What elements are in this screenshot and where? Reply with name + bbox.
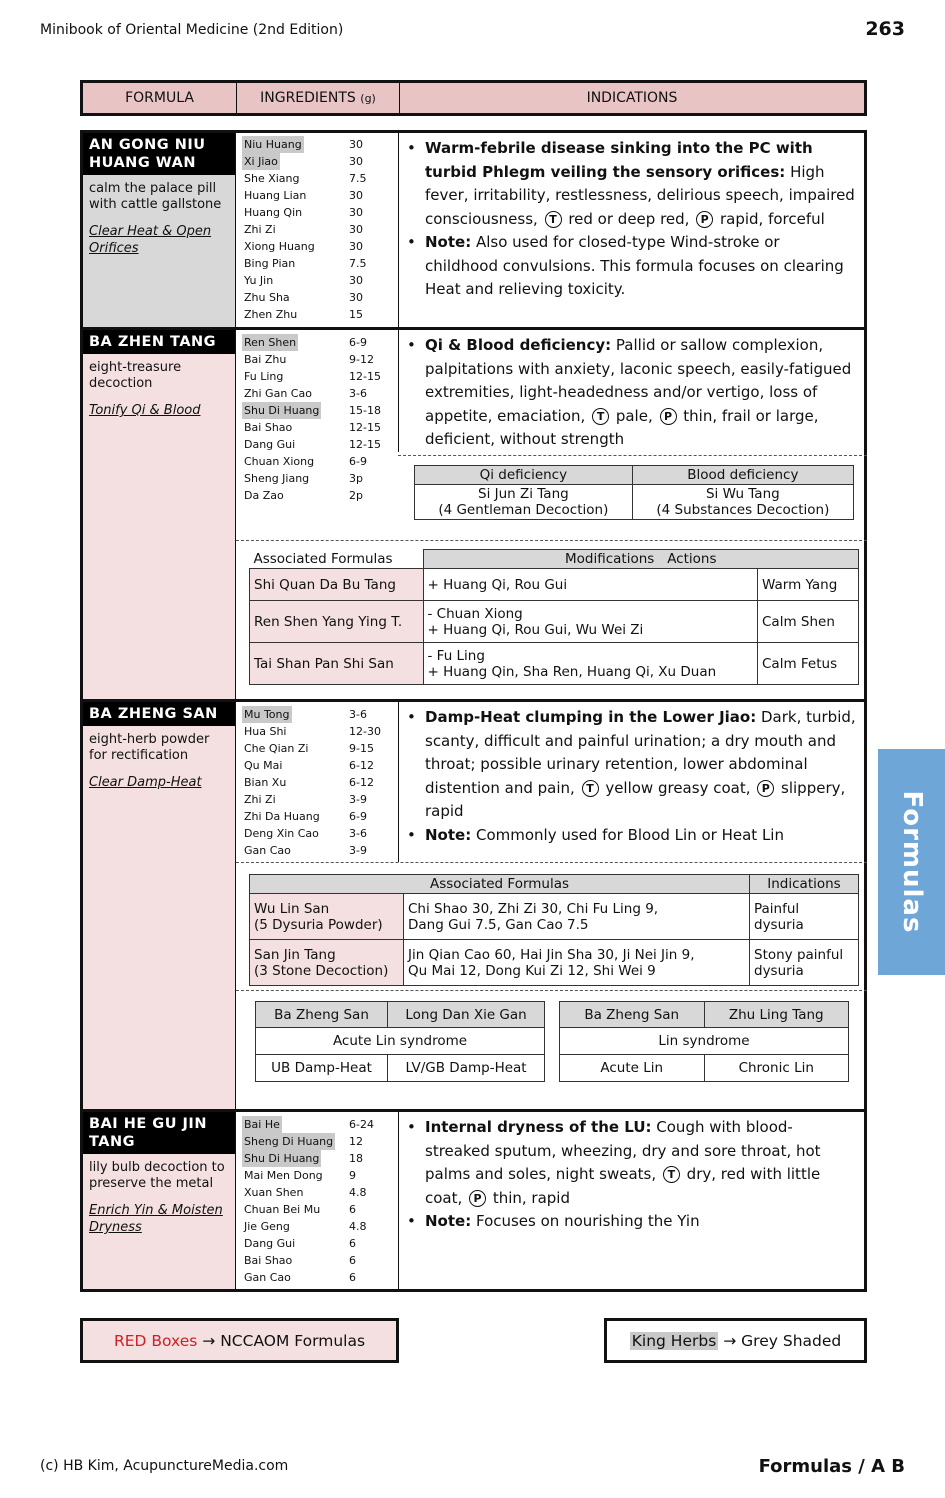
herb-dose: 12-30	[349, 725, 381, 738]
ingredients-list	[236, 133, 398, 323]
herb-dose: 4.8	[349, 1186, 367, 1199]
legend-red-target: NCCAOM Formulas	[220, 1331, 366, 1350]
herb-dose: 30	[349, 223, 363, 236]
herb-name: Bai Shao	[244, 1254, 293, 1267]
herb-name: Bian Xu	[244, 776, 287, 789]
ingredient-row	[236, 774, 398, 791]
formula-name: AN GONG NIU HUANG WAN	[83, 133, 235, 175]
ingredients-list	[236, 702, 398, 859]
qi-blood-comparison-table	[414, 465, 854, 520]
pulse-icon: P	[660, 408, 677, 425]
column-header-row	[80, 80, 867, 116]
section-label: Formulas / A B	[758, 1456, 905, 1477]
assoc-modification: + Huang Qi, Rou Gui	[423, 569, 758, 601]
ingredient-row	[236, 1116, 398, 1133]
assoc-formula-name: Ren Shen Yang Ying T.	[250, 601, 424, 643]
formula-ba-zhen-tang	[80, 327, 867, 702]
herb-dose: 9-15	[349, 742, 374, 755]
assoc-ingredients: Chi Shao 30, Zhi Zi 30, Chi Fu Ling 9, Dang Gui 7.5, Gan Cao 7.5	[404, 894, 750, 940]
page-number: 263	[865, 18, 905, 40]
herb-name: Huang Qin	[244, 206, 303, 219]
formula-description: eight-herb powder for rectification	[89, 732, 210, 763]
pulse-icon: P	[469, 1190, 486, 1207]
formula-cell	[83, 330, 236, 699]
ingredient-row	[236, 170, 398, 187]
formula-description: calm the palace pill with cattle gallstone	[89, 181, 222, 212]
herb-name: Xuan Shen	[244, 1186, 304, 1199]
ingredient-row	[236, 221, 398, 238]
herb-name: Jie Geng	[244, 1220, 290, 1233]
herb-dose: 6-9	[349, 810, 367, 823]
assoc-modification: - Fu Ling + Huang Qin, Sha Ren, Huang Qi, Xu Duan	[423, 643, 758, 685]
formula-bai-he-gu-jin-tang	[80, 1109, 867, 1292]
divider	[236, 990, 867, 991]
assoc-modification: - Chuan Xiong + Huang Qi, Rou Gui, Wu Wei Zi	[423, 601, 758, 643]
herb-dose: 6	[349, 1271, 356, 1284]
king-herb-name: Mu Tong	[244, 708, 290, 721]
herb-dose: 3-6	[349, 827, 367, 840]
formula-cell	[83, 1112, 236, 1289]
ingredient-row	[236, 368, 398, 385]
tongue-icon: T	[545, 211, 562, 228]
indication-item: • Qi & Blood deficiency: Pallid or sallow complexion, palpitations with anxiety, laconic speech, easily-fatigued extremities, light-headedness and/or vertigo, loss of appetite, emaciation, T pale, P thin, frail or large, deficient, without strength	[403, 334, 856, 452]
herb-dose: 15-18	[349, 404, 381, 417]
tongue-icon: T	[663, 1166, 680, 1183]
ingredient-row	[236, 436, 398, 453]
herb-name: Zhi Gan Cao	[244, 387, 312, 400]
herb-dose: 9-12	[349, 353, 374, 366]
assoc-header: Modifications Actions	[423, 550, 859, 569]
formula-ba-zheng-san	[80, 699, 867, 1112]
column-header-indications: INDICATIONS	[586, 90, 678, 106]
herb-dose: 12-15	[349, 438, 381, 451]
herb-dose: 15	[349, 308, 363, 321]
king-herb-name: Niu Huang	[244, 138, 302, 151]
herb-name: She Xiang	[244, 172, 300, 185]
herb-dose: 4.8	[349, 1220, 367, 1233]
divider	[398, 455, 867, 456]
herb-dose: 12	[349, 1135, 363, 1148]
herb-name: Huang Lian	[244, 189, 307, 202]
assoc-formula-name: Shi Quan Da Bu Tang	[250, 569, 424, 601]
herb-dose: 30	[349, 206, 363, 219]
herb-name: Chuan Xiong	[244, 455, 315, 468]
legend-king-target: Grey Shaded	[741, 1331, 842, 1350]
herb-dose: 30	[349, 155, 363, 168]
herb-dose: 30	[349, 240, 363, 253]
arrow-icon: →	[202, 1331, 216, 1350]
note-item: • Note: Commonly used for Blood Lin or Heat Lin	[403, 824, 856, 848]
herb-dose: 7.5	[349, 172, 367, 185]
ingredient-row	[236, 1252, 398, 1269]
herb-dose: 3-6	[349, 708, 367, 721]
herb-name: Chuan Bei Mu	[244, 1203, 321, 1216]
assoc-ingredients: Jin Qian Cao 60, Hai Jin Sha 30, Ji Nei Jin 9, Qu Mai 12, Dong Kui Zi 12, Shi Wei 9	[404, 940, 750, 986]
herb-name: Da Zao	[244, 489, 284, 502]
compare-cell: Si Wu Tang (4 Substances Decoction)	[632, 485, 853, 520]
herb-dose: 2p	[349, 489, 363, 502]
herb-dose: 12-15	[349, 421, 381, 434]
formula-description: eight-treasure decoction	[89, 360, 182, 391]
ingredient-row	[236, 385, 398, 402]
assoc-action: Calm Shen	[758, 601, 859, 643]
indication-item: • Internal dryness of the LU: Cough with blood-streaked sputum, wheezing, dry and sore throat, hot palms and soles, night sweats, T dry, red with little coat, P thin, rapid	[403, 1116, 856, 1210]
comparison-table-lin: Ba Zheng San Zhu Ling Tang Lin syndrome Acute Lin Chronic Lin	[559, 1001, 849, 1082]
assoc-action: Warm Yang	[758, 569, 859, 601]
ingredient-row	[236, 487, 398, 504]
compare-header: Blood deficiency	[632, 466, 853, 485]
formula-action: Enrich Yin & Moisten Dryness	[89, 1203, 223, 1235]
assoc-formula-name: Wu Lin San (5 Dysuria Powder)	[250, 894, 404, 940]
ingredient-row	[236, 419, 398, 436]
herb-dose: 12-15	[349, 370, 381, 383]
compare-header: Qi deficiency	[415, 466, 633, 485]
herb-dose: 6-12	[349, 776, 374, 789]
note-item: • Note: Focuses on nourishing the Yin	[403, 1210, 856, 1234]
ingredient-row	[236, 187, 398, 204]
herb-dose: 7.5	[349, 257, 367, 270]
herb-dose: 3-6	[349, 387, 367, 400]
herb-dose: 6-9	[349, 455, 367, 468]
ingredient-row	[236, 470, 398, 487]
associated-formulas-table	[249, 549, 859, 685]
indication-item: • Warm-febrile disease sinking into the PC with turbid Phlegm veiling the sensory orifices: High fever, irritability, restlessness, delirious speech, impaired consciousness, T red or deep red, P rapid, forceful	[403, 137, 856, 231]
herb-name: Hua Shi	[244, 725, 287, 738]
legend-king-herbs	[604, 1318, 867, 1363]
herb-dose: 6	[349, 1237, 356, 1250]
herb-name: Zhen Zhu	[244, 308, 298, 321]
ingredient-row	[236, 825, 398, 842]
assoc-indication: Stony painful dysuria	[750, 940, 859, 986]
ingredient-row	[236, 334, 398, 351]
formula-name: BA ZHENG SAN	[83, 702, 235, 726]
ingredient-row	[236, 402, 398, 419]
book-title: Minibook of Oriental Medicine (2nd Edition)	[40, 22, 344, 38]
side-tab-formulas[interactable]	[878, 749, 945, 975]
indications-cell	[398, 702, 864, 862]
herb-dose: 30	[349, 189, 363, 202]
divider	[236, 540, 867, 541]
ingredient-row	[236, 791, 398, 808]
herb-name: Sheng Jiang	[244, 472, 310, 485]
ingredient-row	[236, 1167, 398, 1184]
ingredient-row	[236, 204, 398, 221]
formula-cell	[83, 133, 236, 327]
note-item: • Note: Also used for closed-type Wind-stroke or childhood convulsions. This formula focuses on clearing Heat and relieving toxicity.	[403, 231, 856, 302]
assoc-formula-name: Tai Shan Pan Shi San	[250, 643, 424, 685]
herb-name: Dang Gui	[244, 1237, 296, 1250]
herb-dose: 6	[349, 1203, 356, 1216]
herb-dose: 6-24	[349, 1118, 374, 1131]
ingredient-row	[236, 757, 398, 774]
assoc-header: Associated Formulas	[250, 875, 750, 894]
herb-dose: 6-9	[349, 336, 367, 349]
formula-action: Clear Damp-Heat	[89, 775, 202, 790]
indication-item: • Damp-Heat clumping in the Lower Jiao: Dark, turbid, scanty, difficult and painful urination; a dry mouth and throat; possible urinary retention, lower abdominal distention and pain, T yellow greasy coat, P slippery, rapid	[403, 706, 856, 824]
divider	[236, 862, 867, 863]
herb-dose: 6-12	[349, 759, 374, 772]
ingredient-row	[236, 808, 398, 825]
herb-name: Che Qian Zi	[244, 742, 309, 755]
formula-action: Clear Heat & Open Orifices	[89, 224, 212, 256]
ingredient-row	[236, 306, 398, 323]
herb-dose: 3-9	[349, 793, 367, 806]
ingredient-row	[236, 842, 398, 859]
herb-dose: 18	[349, 1152, 363, 1165]
ingredient-row	[236, 706, 398, 723]
indications-cell	[398, 1112, 864, 1289]
ingredient-row	[236, 238, 398, 255]
herb-name: Bing Pian	[244, 257, 296, 270]
legend-king-label: King Herbs	[631, 1331, 717, 1350]
herb-name: Zhi Da Huang	[244, 810, 320, 823]
herb-name: Gan Cao	[244, 1271, 291, 1284]
herb-dose: 30	[349, 274, 363, 287]
side-tab-label: Formulas	[896, 790, 927, 934]
herb-dose: 3p	[349, 472, 363, 485]
assoc-header: Indications	[750, 875, 859, 894]
tongue-icon: T	[582, 780, 599, 797]
ingredient-row	[236, 1133, 398, 1150]
ingredient-row	[236, 289, 398, 306]
ingredient-row	[236, 1269, 398, 1286]
king-herb-name: Xi Jiao	[244, 155, 278, 168]
pulse-icon: P	[757, 780, 774, 797]
assoc-indication: Painful dysuria	[750, 894, 859, 940]
formula-an-gong-niu-huang-wan	[80, 130, 867, 330]
indications-cell	[398, 133, 864, 327]
herb-name: Bai Shao	[244, 421, 293, 434]
legend-red-label: RED Boxes	[113, 1331, 198, 1350]
king-herb-name: Sheng Di Huang	[244, 1135, 334, 1148]
herb-name: Fu Ling	[244, 370, 284, 383]
herb-name: Dang Gui	[244, 438, 296, 451]
formula-name: BAI HE GU JIN TANG	[83, 1112, 235, 1154]
indications-cell	[398, 330, 864, 452]
king-herb-name: Shu Di Huang	[244, 1152, 320, 1165]
ingredient-row	[236, 1184, 398, 1201]
legend-nccaom	[80, 1318, 399, 1363]
formula-action: Tonify Qi & Blood	[89, 403, 201, 418]
pulse-icon: P	[696, 211, 713, 228]
herb-name: Mai Men Dong	[244, 1169, 323, 1182]
copyright: (c) HB Kim, AcupunctureMedia.com	[40, 1458, 289, 1474]
assoc-formula-name: San Jin Tang (3 Stone Decoction)	[250, 940, 404, 986]
assoc-header: Associated Formulas	[253, 550, 393, 567]
king-herb-name: Ren Shen	[244, 336, 297, 349]
formula-description: lily bulb decoction to preserve the metal	[89, 1160, 225, 1191]
herb-dose: 30	[349, 291, 363, 304]
compare-cell: Si Jun Zi Tang (4 Gentleman Decoction)	[415, 485, 633, 520]
associated-formulas-table	[249, 874, 859, 986]
ingredient-row	[236, 272, 398, 289]
herb-name: Zhi Zi	[244, 223, 276, 236]
ingredient-row	[236, 351, 398, 368]
herb-name: Xiong Huang	[244, 240, 315, 253]
ingredients-list	[236, 330, 398, 504]
ingredient-row	[236, 1218, 398, 1235]
formula-cell	[83, 702, 236, 1109]
column-header-formula: FORMULA	[83, 83, 237, 113]
ingredient-row	[236, 453, 398, 470]
ingredient-row	[236, 1235, 398, 1252]
herb-name: Zhu Sha	[244, 291, 290, 304]
herb-name: Zhi Zi	[244, 793, 276, 806]
ingredient-row	[236, 255, 398, 272]
ingredients-list	[236, 1112, 398, 1286]
tongue-icon: T	[592, 408, 609, 425]
formula-name: BA ZHEN TANG	[83, 330, 235, 354]
ingredient-row	[236, 1201, 398, 1218]
comparison-table-acute-lin: Ba Zheng San Long Dan Xie Gan Acute Lin syndrome UB Damp-Heat LV/GB Damp-Heat	[255, 1001, 545, 1082]
herb-dose: 30	[349, 138, 363, 151]
herb-name: Deng Xin Cao	[244, 827, 319, 840]
column-header-ingredients: INGREDIENTS (g)	[237, 83, 400, 113]
ingredient-row	[236, 136, 398, 153]
herb-name: Gan Cao	[244, 844, 291, 857]
herb-dose: 9	[349, 1169, 356, 1182]
ingredient-row	[236, 1150, 398, 1167]
arrow-icon: →	[723, 1331, 737, 1350]
ingredient-row	[236, 153, 398, 170]
herb-dose: 3-9	[349, 844, 367, 857]
ingredient-row	[236, 723, 398, 740]
herb-name: Bai Zhu	[244, 353, 287, 366]
ingredient-row	[236, 740, 398, 757]
king-herb-name: Bai He	[244, 1118, 280, 1131]
herb-name: Qu Mai	[244, 759, 283, 772]
king-herb-name: Shu Di Huang	[244, 404, 320, 417]
herb-name: Yu Jin	[244, 274, 274, 287]
assoc-action: Calm Fetus	[758, 643, 859, 685]
herb-dose: 6	[349, 1254, 356, 1267]
